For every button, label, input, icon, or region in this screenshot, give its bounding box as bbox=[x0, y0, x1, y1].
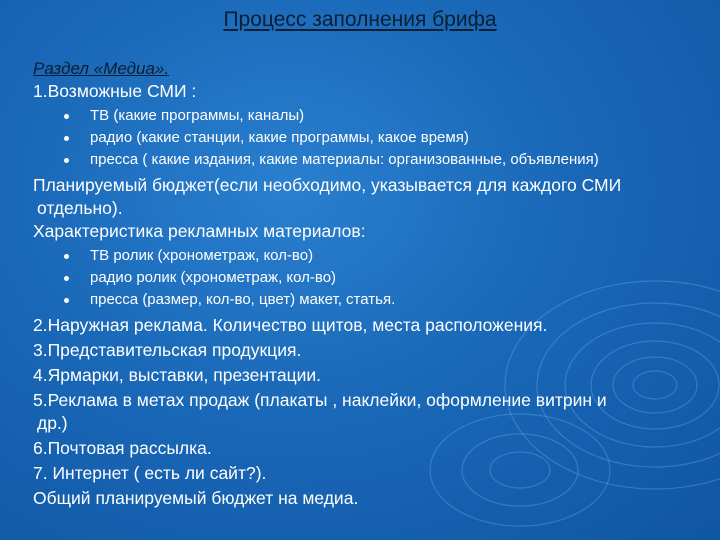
bullet-item: ТВ (какие программы, каналы) bbox=[33, 105, 713, 127]
bullet-item: пресса ( какие издания, какие материалы: организованные, объявления) bbox=[33, 149, 713, 171]
bullet-dot-icon bbox=[64, 114, 69, 119]
point-of-sale-item: 5.Реклама в метах продаж (плакаты , наклейки, оформление витрин и др.) bbox=[33, 390, 607, 433]
planned-budget-text: Планируемый бюджет(если необходимо, указывается для каждого СМИ отдельно). bbox=[33, 175, 622, 218]
bullet-item: радио (какие станции, какие программы, какое время) bbox=[33, 127, 713, 149]
slide-title: Процесс заполнения брифа bbox=[223, 8, 497, 31]
materials-bullet-list bbox=[33, 245, 713, 311]
mailing-item: 6.Почтовая рассылка. bbox=[33, 438, 212, 458]
internet-item: 7. Интернет ( есть ли сайт?). bbox=[33, 463, 267, 483]
bullet-item: пресса (размер, кол-во, цвет) макет, статья. bbox=[33, 289, 713, 311]
fairs-item: 4.Ярмарки, выставки, презентации. bbox=[33, 365, 322, 385]
representative-products-item: 3.Представительская продукция. bbox=[33, 340, 302, 360]
bullet-dot-icon bbox=[64, 276, 69, 281]
section-title: Раздел «Медиа». bbox=[33, 59, 170, 78]
total-budget-item: Общий планируемый бюджет на медиа. bbox=[33, 488, 359, 508]
bullet-dot-icon bbox=[64, 136, 69, 141]
bullet-dot-icon bbox=[64, 254, 69, 259]
outdoor-ads-item: 2.Наружная реклама. Количество щитов, места расположения. bbox=[33, 315, 548, 335]
bullet-item: радио ролик (хронометраж, кол-во) bbox=[33, 267, 713, 289]
bullet-dot-icon bbox=[64, 298, 69, 303]
bullet-item: ТВ ролик (хронометраж, кол-во) bbox=[33, 245, 713, 267]
bullet-dot-icon bbox=[64, 158, 69, 163]
characteristics-heading: Характеристика рекламных материалов: bbox=[33, 221, 366, 241]
media-heading: 1.Возможные СМИ : bbox=[33, 81, 197, 101]
media-bullet-list bbox=[33, 105, 713, 171]
slide-body bbox=[33, 58, 713, 510]
